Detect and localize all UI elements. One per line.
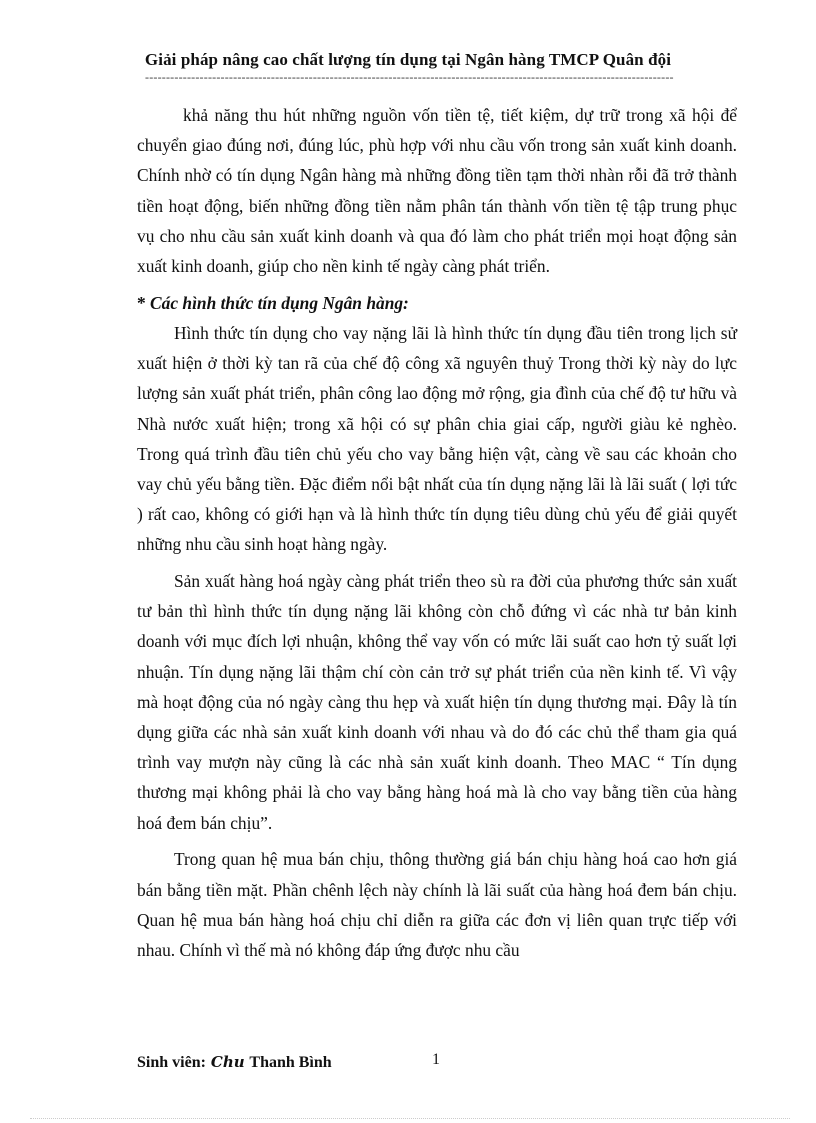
page-bottom-rule xyxy=(30,1118,790,1119)
paragraph-deferred-payment: Trong quan hệ mua bán chịu, thông thường giá bán chịu hàng hoá cao hơn giá bán bằng tiền mặt. Phần chênh lệch này chính là lãi suất của hàng hoá đem bán chịu. Quan hệ mua bán hàng hoá chịu chỉ diễn ra giữa các đơn vị liên quan trực tiếp với nhau. Chính vì thế mà nó không đáp ứng được nhu cầu xyxy=(137,849,737,960)
heading-text: Các hình thức tín dụng Ngân hàng: xyxy=(150,292,409,313)
footer-name: Thanh Bình xyxy=(249,1054,332,1071)
footer-name-stylized: Chu xyxy=(210,1053,245,1071)
page-number: 1 xyxy=(432,1051,440,1068)
section-heading xyxy=(137,288,737,318)
footer-label: Sinh viên: xyxy=(137,1054,206,1071)
paragraph-usury-credit: Hình thức tín dụng cho vay nặng lãi là hình thức tín dụng đầu tiên trong lịch sử xuất hiện ở thời kỳ tan rã của chế độ công xã nguyên thuỷ Trong thời kỳ này do lực lượng sản xuất phát triển, phân công lao động mở rộng, gia đình của chế độ tư hữu và Nhà nước xuất hiện; trong xã hội có sự phân chia giai cấp, người giàu kẻ nghèo. Trong quá trình đầu tiên chủ yếu cho vay bằng hiện vật, càng về sau các khoản cho vay chủ yếu bằng tiền. Đặc điểm nổi bật nhất của tín dụng nặng lãi là lãi suất ( lợi tức ) rất cao, không có giới hạn và là hình thức tín dụng tiêu dùng chủ yếu để giải quyết những nhu cầu sinh hoạt hàng ngày. xyxy=(137,322,737,555)
paragraph-continuation: khả năng thu hút những nguồn vốn tiền tệ, tiết kiệm, dự trữ trong xã hội để chuyển giao đúng nơi, đúng lúc, phù hợp với nhu cầu vốn trong sản xuất kinh doanh. Chính nhờ có tín dụng Ngân hàng mà những đồng tiền tạm thời nhàn rỗi đã trở thành tiền hoạt động, biến những đồng tiền nằm phân tán thành vốn tiền tệ tập trung phục vụ cho nhu cầu sản xuất kinh doanh và qua đó làm cho phát triển mọi hoạt động sản xuất kinh doanh, giúp cho nền kinh tế ngày càng phát triển. xyxy=(137,105,737,277)
document-body xyxy=(137,100,737,972)
heading-marker: * xyxy=(137,292,151,313)
paragraph-commercial-credit: Sản xuất hàng hoá ngày càng phát triển theo sù ra đời của phương thức sản xuất tư bản thì hình thức tín dụng nặng lãi không còn chỗ đứng vì các nhà tư bản kinh doanh với mục đích lợi nhuận, không thể vay vốn có mức lãi suất cao hơn tỷ suất lợi nhuận. Tín dụng nặng lãi thậm chí còn cản trở sự phát triển của nền kinh tế. Vì vậy mà hoạt động của nó ngày càng thu hẹp và xuất hiện tín dụng thương mại. Đây là tín dụng giữa các nhà sản xuất kinh doanh với nhau và do đó các chủ thể tham gia quá trình vay mượn này cũng là các nhà sản xuất kinh doanh. Theo MAC “ Tín dụng thương mại không phải là cho vay bằng hàng hoá mà là cho vay bằng tiền của hàng hoá đem bán chịu”. xyxy=(137,571,737,833)
header-dashed-rule: ------------------------------------------------------------------------------------------------------------------------------ xyxy=(145,70,674,84)
page-header-title: Giải pháp nâng cao chất lượng tín dụng tại Ngân hàng TMCP Quân đội xyxy=(144,50,672,69)
